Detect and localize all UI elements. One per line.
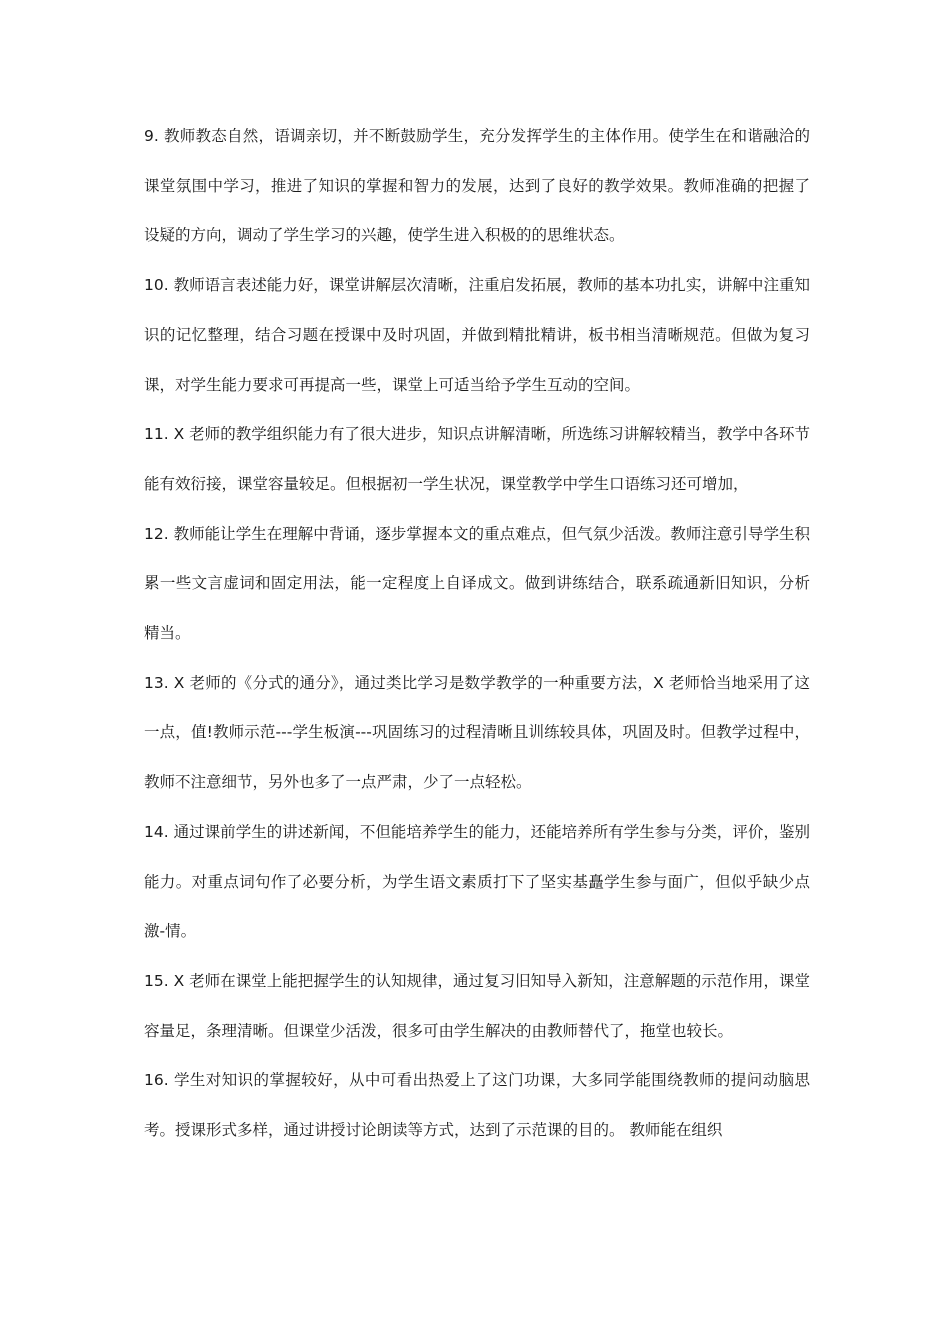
paragraph-13: 13. X 老师的《分式的通分》，通过类比学习是数学教学的一种重要方法，X 老师恰当地采用了这一点，值!教师示范---学生板演---巩固练习的过程清晰且训练较具体，巩固及时。但教学过程中，教师不注意细节，另外也多了一点严肃，少了一点轻松。: [144, 673, 810, 792]
paragraph-11: 11. X 老师的教学组织能力有了很大进步，知识点讲解清晰，所选练习讲解较精当，教学中各环节能有效衍接，课堂容量较足。但根据初一学生状况，课堂教学中学生口语练习还可增加，: [144, 425, 810, 493]
paragraph-16: 16. 学生对知识的掌握较好，从中可看出热爱上了这门功课，大多同学能围绕教师的提问动脑思考。授课形式多样，通过讲授讨论朗读等方式，达到了示范课的目的。 教师能在组织: [144, 1071, 810, 1140]
paragraph-14: 14. 通过课前学生的讲述新闻，不但能培养学生的能力，还能培养所有学生参与分类，评价，鉴别能力。对重点词句作了必要分析，为学生语文素质打下了坚实基矗学生参与面广，但似乎缺少点激-情。: [144, 822, 810, 941]
document-body: [144, 112, 810, 1156]
paragraph-15: 15. X 老师在课堂上能把握学生的认知规律，通过复习旧知导入新知，注意解题的示范作用，课堂容量足，条理清晰。但课堂少活泼，很多可由学生解决的由教师替代了，拖堂也较长。: [144, 971, 810, 1040]
paragraph-9: 9. 教师教态自然，语调亲切，并不断鼓励学生，充分发挥学生的主体作用。使学生在和谐融洽的课堂氛围中学习，推进了知识的掌握和智力的发展，达到了良好的教学效果。教师准确的把握了设疑的方向，调动了学生学习的兴趣，使学生进入积极的的思维状态。: [144, 127, 810, 245]
paragraph-12: 12. 教师能让学生在理解中背诵，逐步掌握本文的重点难点，但气氛少活泼。教师注意引导学生积累一些文言虚词和固定用法，能一定程度上自译成文。做到讲练结合，联系疏通新旧知识，分析精当。: [144, 524, 810, 643]
paragraph-10: 10. 教师语言表述能力好，课堂讲解层次清晰，注重启发拓展，教师的基本功扎实，讲解中注重知识的记忆整理，结合习题在授课中及时巩固，并做到精批精讲，板书相当清晰规范。但做为复习课，对学生能力要求可再提高一些，课堂上可适当给予学生互动的空间。: [144, 276, 810, 394]
